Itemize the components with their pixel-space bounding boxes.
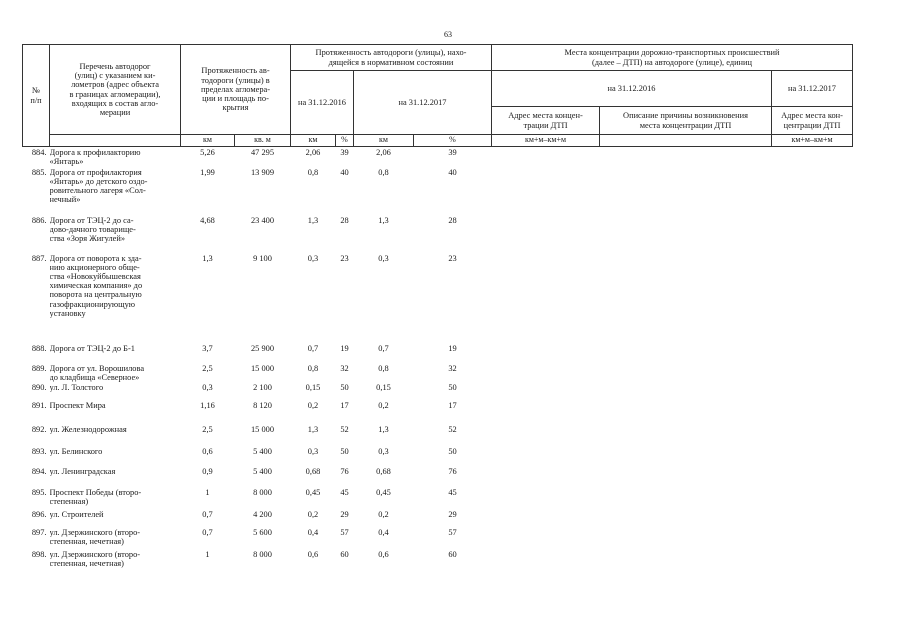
- area-sq-m: 9 100: [253, 253, 272, 263]
- area-sq-m: 5 400: [253, 446, 272, 456]
- normative-pct-2017: 28: [448, 215, 457, 225]
- accident-cell-empty: [492, 549, 600, 573]
- accident-cell-empty: [772, 382, 853, 400]
- unit-km-range-2016: км+м–км+м: [492, 135, 600, 147]
- row-number: 893.: [31, 446, 47, 456]
- normative-pct-2016: 60: [340, 549, 349, 559]
- accident-cell-empty: [492, 363, 600, 382]
- unit-km-range-2017: км+м–км+м: [772, 135, 853, 147]
- row-number: 885.: [31, 167, 47, 177]
- row-number: 887.: [31, 253, 47, 263]
- length-km: 2,5: [202, 363, 213, 373]
- row-number: 891.: [31, 400, 47, 410]
- normative-km-2017: 0,8: [378, 167, 389, 177]
- normative-km-2017: 0,8: [378, 363, 389, 373]
- accident-cell-empty: [772, 400, 853, 424]
- accident-cell-empty: [600, 215, 772, 253]
- normative-date-2016: на 31.12.2016: [291, 71, 354, 135]
- accident-cell-empty: [600, 446, 772, 466]
- normative-km-2016: 0,7: [307, 343, 319, 353]
- accident-cell-empty: [772, 363, 853, 382]
- normative-km-2017: 0,3: [378, 446, 389, 456]
- accident-address-2016-header: Адрес места концен- трации ДТП: [492, 107, 600, 135]
- accident-cell-empty: [600, 549, 772, 573]
- normative-pct-2017: 23: [448, 253, 457, 263]
- unit-pct-2017: %: [414, 135, 492, 147]
- unit-km-2016: км: [291, 135, 336, 147]
- normative-pct-2016: 45: [340, 487, 349, 497]
- normative-pct-2017: 76: [448, 466, 457, 476]
- table-row: [23, 253, 853, 343]
- accident-cell-empty: [600, 400, 772, 424]
- road-list-header: Перечень автодорог (улиц) с указанием ки- лометров (адрес объекта в границах агломерации), входящих в состав агло- мерации: [50, 45, 181, 135]
- length-km: 3,7: [202, 343, 213, 353]
- normative-pct-2017: 32: [448, 363, 457, 373]
- normative-pct-2017: 29: [448, 509, 457, 519]
- accident-cell-empty: [772, 527, 853, 549]
- road-name: Дорога от ул. Ворошилова до кладбища «Северное»: [49, 363, 145, 382]
- normative-pct-2017: 50: [448, 446, 457, 456]
- accident-cell-empty: [492, 509, 600, 527]
- accident-cell-empty: [600, 382, 772, 400]
- area-sq-m: 15 000: [250, 363, 275, 373]
- normative-date-2017: на 31.12.2017: [354, 71, 492, 135]
- accident-cell-empty: [772, 147, 853, 167]
- area-sq-m: 15 000: [250, 424, 275, 434]
- accident-cell-empty: [600, 167, 772, 215]
- normative-km-2016: 0,3: [307, 253, 319, 263]
- normative-pct-2016: 57: [340, 527, 349, 537]
- accident-cell-empty: [772, 549, 853, 573]
- table-row: [23, 424, 853, 446]
- normative-pct-2017: 17: [448, 400, 457, 410]
- area-sq-m: 47 295: [250, 148, 275, 157]
- length-km: 1: [205, 487, 210, 497]
- length-km: 5,26: [200, 148, 215, 157]
- normative-km-2017: 1,3: [378, 215, 389, 225]
- accident-cell-empty: [492, 446, 600, 466]
- accident-cell-empty: [600, 527, 772, 549]
- road-name: ул. Дзержинского (второ- степенная, нечетная): [49, 527, 141, 547]
- normative-pct-2017: 60: [448, 549, 457, 559]
- accident-concentration-header: Места концентрации дорожно-транспортных происшествий (далее – ДТП) на автодороге (улице), единиц: [492, 45, 853, 71]
- normative-km-2017: 2,06: [376, 148, 391, 157]
- number-column-header: № п/п: [23, 45, 50, 147]
- normative-km-2016: 0,45: [305, 487, 321, 497]
- accident-cell-empty: [772, 509, 853, 527]
- table-row: [23, 527, 853, 549]
- unit-pct-2016: %: [336, 135, 354, 147]
- normative-state-header: Протяженность автодороги (улицы), нахо- дящейся в нормативном состоянии: [291, 45, 492, 71]
- accident-cell-empty: [492, 487, 600, 509]
- accident-address-2017-header: Адрес места кон- центрации ДТП: [772, 107, 853, 135]
- row-number: 895.: [31, 487, 47, 497]
- normative-km-2017: 0,68: [376, 466, 391, 476]
- normative-pct-2016: 40: [340, 167, 349, 177]
- area-sq-m: 5 400: [253, 466, 272, 476]
- row-number: 884.: [31, 148, 47, 157]
- normative-pct-2016: 29: [340, 509, 349, 519]
- accident-cell-empty: [772, 167, 853, 215]
- row-number: 889.: [31, 363, 47, 373]
- row-number: 894.: [31, 466, 47, 476]
- area-sq-m: 13 909: [250, 167, 275, 177]
- road-name: Проспект Победы (второ- степенная): [49, 487, 142, 507]
- table-row: [23, 446, 853, 466]
- normative-km-2016: 0,3: [307, 446, 319, 456]
- length-km: 0,7: [202, 509, 213, 519]
- accident-cell-empty: [492, 167, 600, 215]
- table-row: [23, 167, 853, 215]
- area-sq-m: 8 000: [253, 549, 272, 559]
- accident-cell-empty: [492, 343, 600, 363]
- accident-date-2017: на 31.12.2017: [772, 71, 853, 107]
- accident-cell-empty: [772, 253, 853, 343]
- normative-pct-2016: 32: [340, 363, 349, 373]
- page-number: 63: [444, 30, 452, 39]
- normative-pct-2016: 17: [340, 400, 349, 410]
- accident-cell-empty: [600, 253, 772, 343]
- table-row: [23, 363, 853, 382]
- road-name: Проспект Мира: [49, 400, 106, 410]
- accident-reason-2016-header: Описание причины возникновения места концентрации ДТП: [600, 107, 772, 135]
- normative-km-2017: 0,15: [376, 382, 391, 392]
- length-km: 4,68: [200, 215, 215, 225]
- normative-km-2016: 0,6: [307, 549, 319, 559]
- normative-pct-2016: 28: [340, 215, 349, 225]
- normative-km-2016: 0,4: [307, 527, 319, 537]
- normative-pct-2017: 52: [448, 424, 457, 434]
- units-reason-empty: [600, 135, 772, 147]
- accident-cell-empty: [492, 382, 600, 400]
- normative-pct-2017: 19: [448, 343, 457, 353]
- row-number: 888.: [31, 343, 47, 353]
- area-sq-m: 23 400: [250, 215, 275, 225]
- accident-cell-empty: [772, 424, 853, 446]
- area-sq-m: 5 600: [253, 527, 272, 537]
- area-sq-m: 8 120: [253, 400, 272, 410]
- normative-km-2017: 0,4: [378, 527, 389, 537]
- table-row: [23, 147, 853, 167]
- area-sq-m: 25 900: [250, 343, 275, 353]
- units-empty: [50, 135, 181, 147]
- accident-cell-empty: [772, 446, 853, 466]
- accident-cell-empty: [600, 487, 772, 509]
- row-number: 898.: [31, 549, 47, 559]
- accident-cell-empty: [600, 509, 772, 527]
- normative-pct-2017: 40: [448, 167, 457, 177]
- normative-pct-2017: 50: [448, 382, 457, 392]
- row-number: 896.: [31, 509, 47, 519]
- road-register-table: [22, 44, 853, 573]
- accident-cell-empty: [492, 466, 600, 487]
- normative-km-2016: 1,3: [307, 215, 319, 225]
- road-name: Дорога от ТЭЦ-2 до са- дово-дачного товарище- ства «Зоря Жигулей»: [49, 215, 136, 243]
- road-name: ул. Дзержинского (второ- степенная, нечетная): [49, 549, 141, 569]
- normative-pct-2016: 50: [340, 382, 349, 392]
- normative-pct-2016: 23: [340, 253, 349, 263]
- length-km: 1,3: [202, 253, 213, 263]
- normative-km-2017: 0,2: [378, 400, 389, 410]
- normative-pct-2017: 45: [448, 487, 457, 497]
- normative-km-2017: 0,7: [378, 343, 389, 353]
- road-name: ул. Ленинградская: [49, 466, 116, 476]
- length-km: 0,6: [202, 446, 213, 456]
- length-km: 1: [205, 549, 210, 559]
- length-km: 1,16: [200, 400, 215, 410]
- table-row: [23, 382, 853, 400]
- accident-cell-empty: [600, 424, 772, 446]
- normative-km-2017: 1,3: [378, 424, 389, 434]
- length-km: 1,99: [200, 167, 215, 177]
- unit-km: км: [181, 135, 235, 147]
- normative-km-2016: 0,2: [307, 509, 319, 519]
- accident-cell-empty: [492, 400, 600, 424]
- road-name: ул. Белинского: [49, 446, 103, 456]
- road-name: Дорога от профилактория «Янтарь» до детского оздо- ровительного лагеря «Сол- нечный»: [49, 167, 148, 205]
- road-name: Дорога от ТЭЦ-2 до Б-1: [49, 343, 135, 353]
- accident-cell-empty: [600, 363, 772, 382]
- accident-cell-empty: [492, 215, 600, 253]
- accident-cell-empty: [772, 215, 853, 253]
- area-sq-m: 4 200: [253, 509, 272, 519]
- normative-km-2016: 0,2: [307, 400, 319, 410]
- normative-pct-2016: 52: [340, 424, 349, 434]
- row-number: 886.: [31, 215, 47, 225]
- normative-km-2017: 0,45: [376, 487, 391, 497]
- table-row: [23, 487, 853, 509]
- accident-cell-empty: [772, 487, 853, 509]
- normative-km-2017: 0,6: [378, 549, 389, 559]
- length-km: 0,7: [202, 527, 213, 537]
- area-sq-m: 8 000: [253, 487, 272, 497]
- normative-pct-2016: 19: [340, 343, 349, 353]
- accident-cell-empty: [772, 343, 853, 363]
- table-row: [23, 509, 853, 527]
- normative-km-2017: 0,3: [378, 253, 389, 263]
- normative-km-2016: 0,8: [307, 363, 319, 373]
- area-sq-m: 2 100: [253, 382, 272, 392]
- normative-km-2016: 0,68: [305, 466, 321, 476]
- normative-km-2016: 1,3: [307, 424, 319, 434]
- row-number: 892.: [31, 424, 47, 434]
- accident-cell-empty: [600, 147, 772, 167]
- data-rows: [23, 147, 853, 573]
- normative-pct-2016: 76: [340, 466, 349, 476]
- accident-cell-empty: [772, 466, 853, 487]
- accident-cell-empty: [492, 147, 600, 167]
- normative-pct-2016: 39: [340, 148, 349, 157]
- road-name: ул. Строителей: [49, 509, 104, 519]
- unit-km-2017: км: [354, 135, 414, 147]
- normative-pct-2016: 50: [340, 446, 349, 456]
- normative-pct-2017: 57: [448, 527, 457, 537]
- length-km: 2,5: [202, 424, 213, 434]
- accident-cell-empty: [600, 466, 772, 487]
- length-area-header: Протяженность ав- тодороги (улицы) в пределах агломера- ции и площадь по- крытия: [181, 45, 291, 135]
- road-name: ул. Л. Толстого: [49, 382, 104, 392]
- unit-sq-m: кв. м: [235, 135, 291, 147]
- table-row: [23, 466, 853, 487]
- normative-km-2016: 0,8: [307, 167, 319, 177]
- row-number: 897.: [31, 527, 47, 537]
- table-row: [23, 215, 853, 253]
- accident-cell-empty: [492, 253, 600, 343]
- normative-pct-2017: 39: [448, 148, 457, 157]
- table-row: [23, 549, 853, 573]
- accident-cell-empty: [600, 343, 772, 363]
- road-name: Дорога к профилакторию «Янтарь»: [49, 148, 141, 167]
- length-km: 0,9: [202, 466, 213, 476]
- road-name: Дорога от поворота к зда- нию акционерного обще- ства «Новокуйбышевская химическая компания» до поворота на центральную газофракционирующую установку: [49, 253, 143, 318]
- normative-km-2016: 0,15: [305, 382, 321, 392]
- row-number: 890.: [31, 382, 47, 392]
- accident-date-2016: на 31.12.2016: [492, 71, 772, 107]
- normative-km-2017: 0,2: [378, 509, 389, 519]
- accident-cell-empty: [492, 527, 600, 549]
- table-row: [23, 343, 853, 363]
- road-name: ул. Железнодорожная: [49, 424, 127, 434]
- length-km: 0,3: [202, 382, 213, 392]
- normative-km-2016: 2,06: [305, 148, 321, 157]
- accident-cell-empty: [492, 424, 600, 446]
- table-row: [23, 400, 853, 424]
